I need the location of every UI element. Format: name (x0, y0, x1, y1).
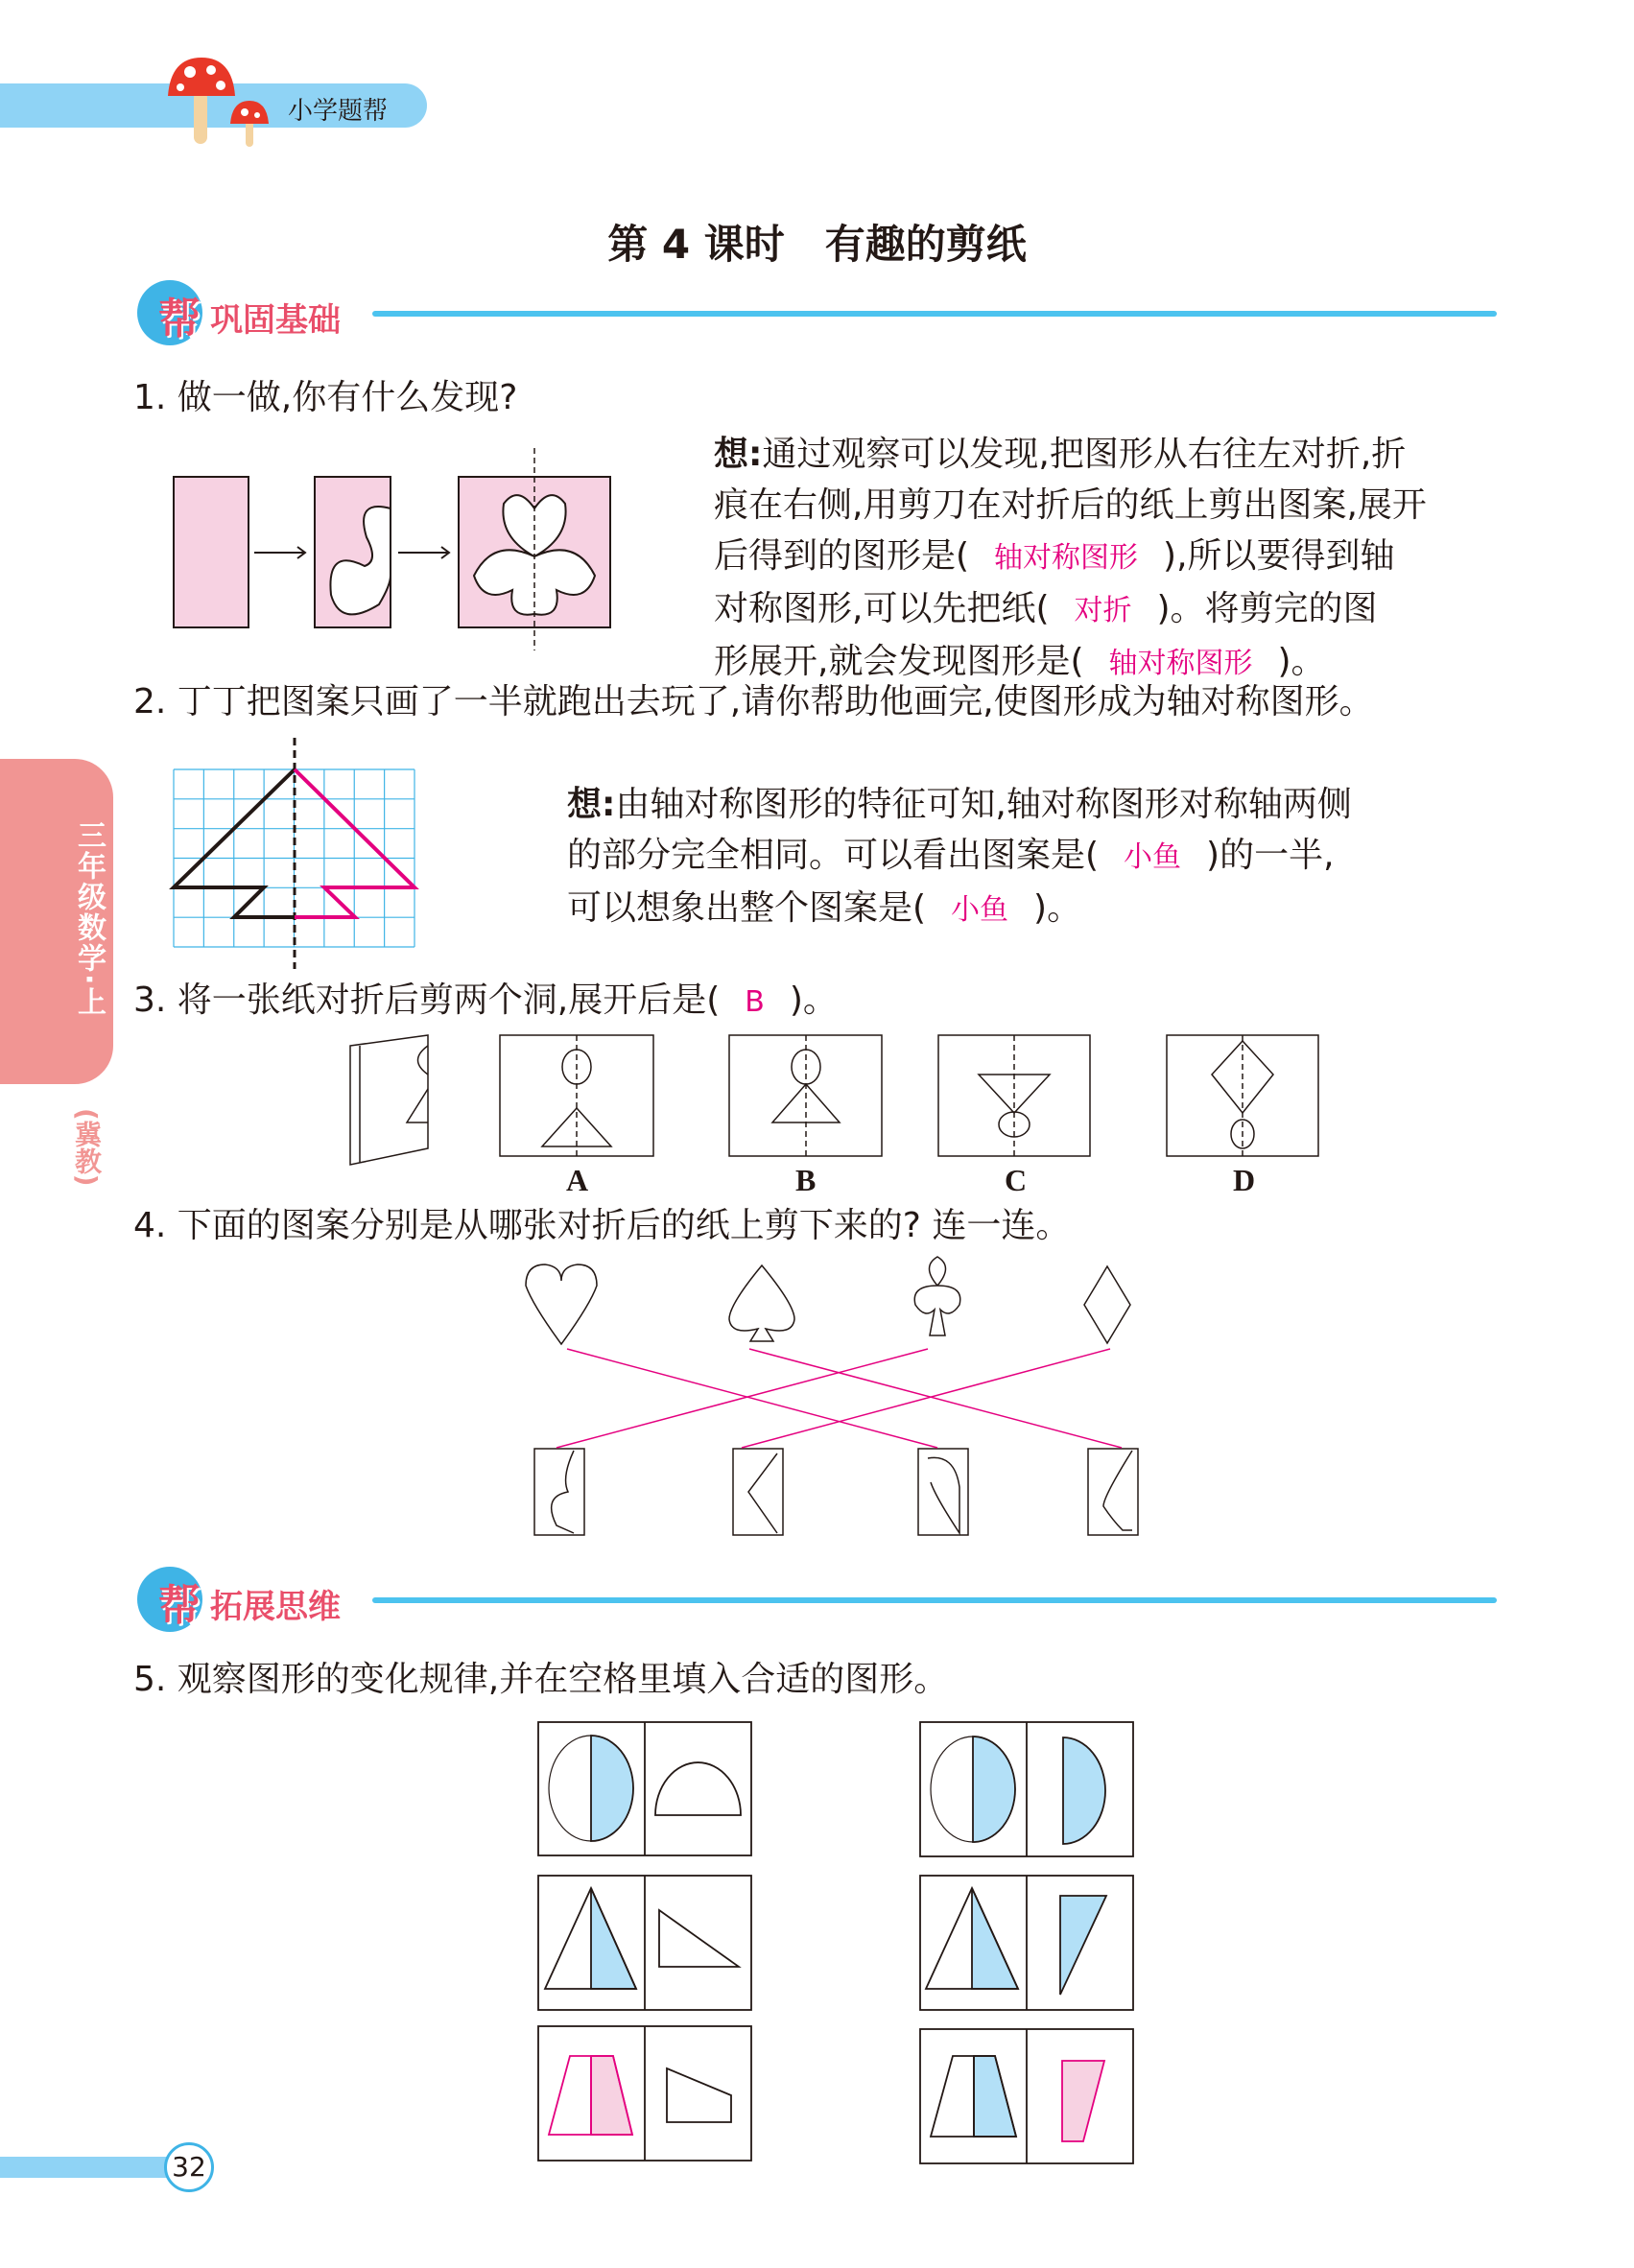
page-title: 第 4 课时 有趣的剪纸 (607, 221, 1027, 268)
question-5: 5. 观察图形的变化规律,并在空格里填入合适的图形。 (133, 1660, 949, 1699)
question-4: 4. 下面的图案分别是从哪张对折后的纸上剪下来的? 连一连。 (133, 1206, 1071, 1245)
brand-label: 小学题帮 (288, 97, 389, 126)
question-3: 3. 将一张纸对折后剪两个洞,展开后是( B )。 (133, 980, 838, 1020)
option-label-c: C (1005, 1163, 1028, 1197)
option-label-d: D (1233, 1163, 1256, 1197)
answer-blank: 对折 (1074, 594, 1132, 627)
answer-blank: 小鱼 (951, 893, 1009, 927)
q5-figures (538, 1722, 1133, 2163)
spade-shape (729, 1265, 794, 1341)
question-1: 1. 做一做,你有什么发现? (133, 378, 518, 417)
answer-blank: 轴对称图形 (1108, 647, 1253, 680)
option-label-b: B (795, 1163, 817, 1197)
cut-paper (459, 477, 610, 627)
clover-shape (474, 495, 595, 615)
q1-figures (174, 448, 610, 650)
section-heading-basics: 帮 巩固基础 (137, 280, 1500, 338)
half-tree-pink (295, 769, 414, 917)
answer-blank: 小鱼 (1124, 840, 1182, 874)
q2-think: 想:由轴对称图形的特征可知,轴对称图形对称轴两侧 的部分完全相同。可以看出图案是( 小鱼 )的一半, 可以想象出整个图案是( 小鱼 )。 (567, 779, 1352, 935)
arrow-icon (254, 547, 305, 558)
q4-figures (526, 1257, 1138, 1535)
answer-blank: B (745, 985, 765, 1019)
side-tab-grade: 三年级数学·上 (72, 820, 106, 1018)
match-lines (557, 1349, 1122, 1448)
option-label-a: A (566, 1163, 589, 1197)
mushroom-logo-icon (163, 53, 451, 206)
folded-paper (350, 1035, 428, 1165)
footer-bar (0, 2157, 192, 2178)
q2-grid (174, 769, 414, 947)
arrow-icon (398, 547, 449, 558)
question-2: 2. 丁丁把图案只画了一半就跑出去玩了,请你帮助他画完,使图形成为轴对称图形。 (133, 682, 1374, 721)
half-tree-black (174, 769, 295, 917)
paper-rect (174, 477, 249, 627)
answer-blank: 轴对称图形 (994, 541, 1139, 575)
heart-shape (526, 1264, 597, 1344)
q1-think: 想:通过观察可以发现,把图形从右往左对折,折 痕在右侧,用剪刀在对折后的纸上剪出图案,展开 后得到的图形是( 轴对称图形 ),所以要得到轴 对称图形,可以先把纸( 对折 )。将剪完的图 形展开,就会发现图形是( 轴对称图形 )。 (714, 429, 1427, 689)
club-shape (914, 1257, 960, 1335)
side-tab-edition: (冀教) (71, 1108, 103, 1187)
diamond-shape (1084, 1266, 1130, 1343)
section-heading-extension: 帮 拓展思维 (137, 1567, 1500, 1624)
page-number: 32 (164, 2142, 214, 2192)
q3-figures (350, 1035, 1318, 1165)
